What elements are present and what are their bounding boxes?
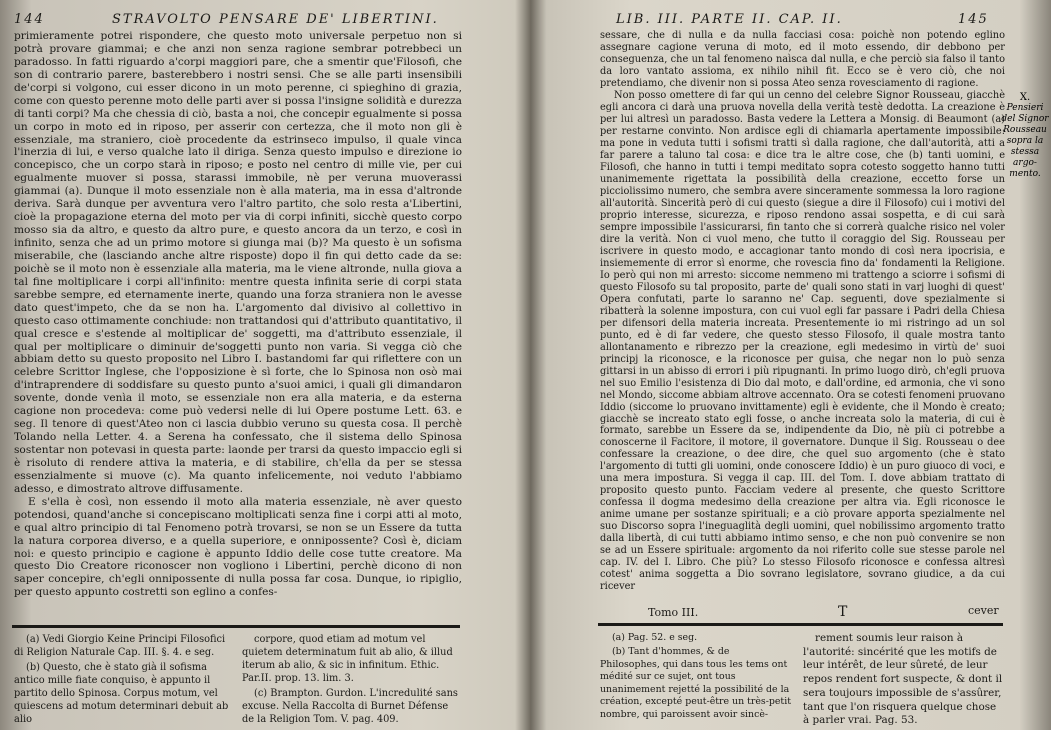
right-paragraph-1: sessare, che di nulla e da nulla facciasi cosa: poichè non potendo eglino assegnare cagione veruna di moto, ed il moto essendo, dir debbono per conseguenza, che un tal fenomeno naìsca dal nulla, e che perciò sia falso il tanto da loro vantato assioma, ex nihilo nihil fit. Ecco se è vero ciò, che noi pretendiamo, che divenir non si possa Ateo senza rovesciamento di ragione.	[600, 30, 1005, 89]
catchword: cever	[968, 604, 999, 617]
left-paragraph-1: primieramente potrei rispondere, che questo moto universale perpetuo non si potrà provare giammai; e che anzi non senza ragione sembrar potrebbeci un paradosso. In fatti riguardo a'corpi maggiori pare, che a smentir que'Filosofi, che son di contrario parere, basterebbero i nostri sensi. Che se alle parti insensibili de'corpi si volgono, cui esser dicono in un moto perenne, ci spieghino di grazia, come con questo perenne moto delle parti aver si possa l'insigne solidità e durezza di tanti corpi? Ma che chessia di ciò, basta a noi, che concepir egualmente si possa un corpo in moto ed in riposo, per asserir con certezza, che il moto non gli è essenziale, ma straniero, cioè procedente da estrinseco impulso, il quale vinca l'inerzia di lui, e verso qualche lato il diriga. Senza questo impulso e direzione io concepisco, che un corpo starà in riposo; e posto nel centro di mille vie, per cui egualmente muover si possa, starassi immobile, nè per veruna muoverassi giammai (a). Dunque il moto essenziale non è alla materia, ma in essa d'altronde deriva. Sarà dunque per avventura vero l'altro partito, che solo resta a'Libertini, cioè la propagazione eterna del moto per via di corpi infiniti, sicchè questo corpo mosso sia da altro, e questo da altro pure, e questo ancora da un terzo, e così in infinito, senza che ad un primo motore si giunga mai (b)? Ma questo è un sofisma miserabile, che (lasciando anche altre risposte) dopo il fin qui detto cade da se: poichè se il moto non è essenziale alla materia, ma le viene altronde, nulla giova a tal fine moltiplicare i corpi all'infinito: mentre questa infinita serie di corpi stata sarebbe sempre, ed eternamente inerte, quando una forza straniera non le avesse dato quest'impeto, che da se non ha. L'argomento dal divisivo al collettivo in questo caso ottimamente conchiude: non trattandosi qui d'attributo quantitativo, il qual cresce e s'estende al moltiplicar de' soggetti, ma d'attributo essenziale, il qual per moltiplicare o diminuir de'soggetti punto non varia. Si vegga ciò che abbiam detto su questo proposito nel Libro I. bastandomi far qui riflettere con un celebre Scrittor Inglese, che l'opposizione è sì forte, che lo Spinosa non osò mai d'intraprendere di soddisfare su questo punto a'suoi amici, i quali gli dimandaron sovente, donde venìa il moto, se essenziale non era alla materia, e da esterna cagione non procedeva: come può vedersi nelle di lui Opere postume Lett. 63. e seg. Il tenore di quest'Ateo non ci lascia dubbio veruno su questa cosa. Il perchè Tolando nella Letter. 4. a Serena ha confessato, che il sistema dello Spinosa sostentar non potevasi in questa parte: laonde per trarsi da questo impaccio egli si è risoluto di rendere attiva la materia, e di stabilire, ch'ella da per se stessa essenzialmente si muove (c). Ma quanto infelicemente, noi veduto l'abbiamo adesso, e dimostrato altrove diffusamente.	[14, 30, 462, 495]
right-footnotes-col2	[803, 632, 1005, 730]
signature-left: Tomo III.	[648, 606, 699, 619]
margin-note-line-4: Rousseau	[1003, 125, 1047, 135]
margin-note-line-3: del Signor	[1001, 114, 1049, 124]
margin-note-line-6: stessa argo-	[1010, 147, 1040, 168]
footnote-b-cont: corpore, quod etiam ad motum vel quietem determinatum fuit ab alio, & illud iterum ab alio, & sic in infinitum. Ethic. Par.II. prop. 13. lim. 3.	[242, 634, 453, 684]
right-page-number: 145	[958, 12, 989, 27]
footnote-right-b: (b) Tant d'hommes, & de Philosophes, qui dans tous les tems ont médité sur ce sujet, ont tous unanimement rejetté la possibilité de la création, excepté peut-être un très-petit nombre, qui paroissent avoir sincè-	[600, 646, 791, 720]
right-footnotes	[600, 632, 1005, 730]
left-footnotes-col2	[242, 634, 462, 729]
right-body-text	[600, 30, 1005, 593]
margin-note-line-7: mento.	[1009, 169, 1041, 179]
footnote-right-b-cont: rement soumis leur raison à l'autorité: sincérité que les motifs de leur intérêt, de leur sûreté, de leur repos rendent fort suspecte, & dont il sera toujours impossible de s'assûrer, tant que l'on risquera quelque chose à parler vrai. Pag. 53.	[803, 632, 1003, 727]
right-footnotes-col1	[600, 632, 792, 723]
left-running-head: STRAVOLTO PENSARE DE' LIBERTINI.	[112, 12, 439, 27]
left-page	[0, 0, 512, 730]
right-page	[538, 0, 1051, 730]
margin-note-line-5: sopra la	[1006, 136, 1044, 146]
right-paragraph-2: Non posso omettere di far qui un cenno del celebre Signor Rousseau, giacchè egli ancora ci darà una pruova novella della verità testè dedotta. La creazione è per lui altresì un paradosso. Basta vedere la Lettera a Monsig. di Beaumont (a) per restarne convinto. Non ardisce egli di chiamarla apertamente impossibile: ma pone in veduta tutti i sofismi tratti sì dalla ragione, che dall'autorità, atti a far parere a taluno tal cosa: e dice tra le altre cose, che (b) tanti uomini, e Filosofi, che hanno in tutti i tempi meditato sopra cotesto soggetto hanno tutti unanimemente rigettata la possibilità della creazione, eccetto forse un picciolissimo numero, che sembra avere sinceramente sommessa la loro ragione all'autorità. Sincerità però di cui questo (siegue a dire il Filosofo) cui i motivi del proprio interesse, sicurezza, e riposo rendono assai sospetta, e di cui sarà sempre impossibile l'assicurarsi, fin tanto che si correrà qualche risico nel voler dire la verità. Non ci vuol meno, che tutto il coraggio del Sig. Rousseau per iscrivere in questo modo, e accagionar tanto mondo di così nera ipocrisia, e insiememente di error sì enorme, che rovescia fino da' fondamenti la Religione. Io però qui non mi arresto: siccome nemmeno mi trattengo a sciorre i sofismi di questo Filosofo su tal proposito, parte de' quali sono stati in varj luoghi di quest' Opera confutati, parte lo saranno ne' Cap. seguenti, dove spezialmente si ribatterà la solenne impostura, con cui vuol egli far passare i Padri della Chiesa per difensori della materia increata. Presentemente io mi ristringo ad un sol punto, ed è di far vedere, che questo stesso Filosofo, il quale mostra tanto allontanamento e ribrezzo per la creazione, egli medesimo in virtù de' suoi principj la riconosce, e la riconosce per guisa, che negar non lo può senza gittarsi in un abisso di errori i più ripugnanti. In primo luogo dirò, ch'egli pruova nel suo Emilio l'esistenza di Dio dal moto, e dall'ordine, ed armonia, che vi sono nel Mondo, siccome abbiam altrove accennato. Ora se cotesti fenomeni pruovano Iddio (siccome lo pruovano invittamente) egli è evidente, che il Mondo è creato; giacchè se increato stato egli fosse, o anche increata solo la materia, di cui è formato, sarebbe un Essere da se, indipendente da Dio, nè più ci potrebbe a conoscerne il Facitore, il motore, il governatore. Dunque il Sig. Rousseau o dee confessare la creazione, o dee dire, che quel suo argomento (che è stato l'argomento di tutti gli uomini, onde conoscere Iddio) è un puro giuoco di voci, e una mera impostura. Si vegga il cap. III. del Tom. I. dove abbiam trattato di proposito questo punto. Facciam vedere al presente, che questo Scrittore confessa il dogma medesimo della creazione per altra via. Egli riconosce le anime umane per sostanze spirituali; e a ciò provare apporta spezialmente nel suo Discorso sopra l'ineguaglità degli uomini, quel nobilissimo argomento tratto dalla libertà, di cui tutti abbiamo intimo senso, e che non può convenire se non se ad un Essere spirituale: argomento da noi riferito colle sue stesse parole nel cap. IV. del I. Libro. Che più? Lo stesso Filosofo riconosce e confessa altresì cotest' anima soggetta a Dio sovrano legislatore, sovrano giudice, a da cui ricever	[600, 89, 1005, 593]
right-footnote-rule	[598, 623, 1003, 626]
margin-note-line-1: X.	[1019, 92, 1031, 103]
left-page-number: 144	[14, 12, 45, 27]
margin-note	[1000, 92, 1050, 180]
left-footnote-rule	[12, 625, 460, 628]
footnote-right-a: (a) Pag. 52. e seg.	[612, 632, 698, 643]
footnote-a: (a) Vedi Giorgio Keine Principi Filosofici di Religion Naturale Cap. III. §. 4. e seg.	[14, 634, 226, 658]
left-body-text	[14, 30, 462, 599]
left-paragraph-2: E s'ella è così, non essendo il moto alla materia essenziale, nè aver questo potendosi, quand'anche si concepiscano moltiplicati senza fine i corpi atti al moto, e qual altro principio di tal Fenomeno potrà trovarsi, se non se un Essere da tutta la natura corporea diverso, e a quella superiore, e onnipossente? Così è, diciam noi: e questo principio e cagione è appunto Iddio delle cose tutte creatore. Ma questo Dio Creatore riconoscer non vogliono i Libertini, perchè dicono di non saper concepire, ch'egli onnipossente di nulla possa far cosa. Dunque, io ripiglio, per questo appunto costretti son eglino a confes-	[14, 495, 462, 599]
right-header	[538, 12, 1051, 32]
footnote-b: (b) Questo, che è stato già il sofisma antico mille fiate conquiso, è appunto il partito dello Spinosa. Corpus motum, vel quiescens ad motum determinari debuit ab alio	[14, 661, 229, 725]
right-running-head: LIB. III. PARTE II. CAP. II.	[616, 12, 843, 27]
left-header	[0, 12, 512, 32]
left-footnotes-col1	[14, 634, 229, 729]
left-footnotes	[14, 634, 462, 730]
footnote-c: (c) Brampton. Gurdon. L'incredulité sans excuse. Nella Raccolta di Burnet Défense de la Religion Tom. V. pag. 409.	[242, 687, 458, 725]
margin-note-line-2: Pensieri	[1006, 103, 1044, 113]
signature-mark: T	[838, 604, 848, 620]
